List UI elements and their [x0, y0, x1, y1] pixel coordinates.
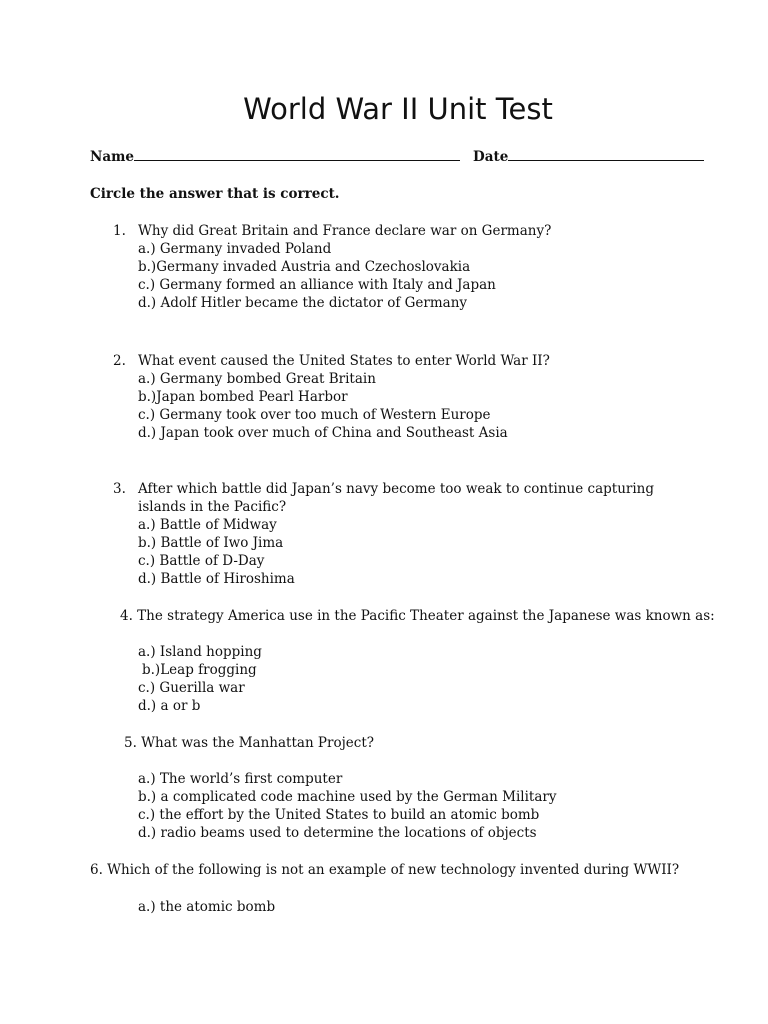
question-2-text: What event caused the United States to enter World War II? [138, 353, 550, 369]
question-4-text: 4. The strategy America use in the Pacific Theater against the Japanese was known as: [120, 608, 715, 624]
q3-option-c[interactable]: c.) Battle of D-Day [138, 553, 265, 569]
q5-option-c[interactable]: c.) the effort by the United States to build an atomic bomb [138, 807, 540, 823]
question-1-number: 1. [113, 223, 126, 239]
q4-option-a[interactable]: a.) Island hopping [138, 644, 262, 660]
question-3-text: After which battle did Japan’s navy become too weak to continue capturing islands in the Pacific? [138, 481, 655, 515]
question-2-number: 2. [113, 353, 126, 369]
q1-option-d[interactable]: d.) Adolf Hitler became the dictator of Germany [138, 295, 468, 311]
question-1-text: Why did Great Britain and France declare war on Germany? [138, 223, 552, 239]
question-5-text: 5. What was the Manhattan Project? [124, 735, 374, 751]
q5-option-a[interactable]: a.) The world’s first computer [138, 771, 343, 787]
q2-option-a[interactable]: a.) Germany bombed Great Britain [138, 371, 376, 387]
q3-option-a[interactable]: a.) Battle of Midway [138, 517, 277, 533]
q2-option-b[interactable]: b.)Japan bombed Pearl Harbor [138, 389, 348, 405]
q5-option-b[interactable]: b.) a complicated code machine used by the German Military [138, 789, 557, 805]
q1-option-a[interactable]: a.) Germany invaded Poland [138, 241, 332, 257]
date-blank[interactable] [508, 147, 704, 161]
q3-option-b[interactable]: b.) Battle of Iwo Jima [138, 535, 284, 551]
q4-option-b[interactable]: b.)Leap frogging [142, 662, 257, 678]
date-label: Date [473, 149, 509, 165]
q4-option-d[interactable]: d.) a or b [138, 698, 201, 714]
name-row [90, 147, 460, 166]
question-3-number: 3. [113, 481, 126, 497]
q6-option-a[interactable]: a.) the atomic bomb [138, 899, 276, 915]
date-row [473, 147, 704, 166]
name-blank[interactable] [134, 147, 460, 161]
q3-option-d[interactable]: d.) Battle of Hiroshima [138, 571, 295, 587]
q1-option-c[interactable]: c.) Germany formed an alliance with Italy and Japan [138, 277, 496, 293]
q2-option-c[interactable]: c.) Germany took over too much of Western Europe [138, 407, 491, 423]
instructions: Circle the answer that is correct. [90, 186, 340, 202]
q1-option-b[interactable]: b.)Germany invaded Austria and Czechoslovakia [138, 259, 471, 275]
q2-option-d[interactable]: d.) Japan took over much of China and Southeast Asia [138, 425, 508, 441]
name-label: Name [90, 149, 134, 165]
question-6-text: 6. Which of the following is not an example of new technology invented during WWII? [90, 862, 680, 878]
q5-option-d[interactable]: d.) radio beams used to determine the locations of objects [138, 825, 537, 841]
page-title: World War II Unit Test [243, 92, 553, 126]
q4-option-c[interactable]: c.) Guerilla war [138, 680, 245, 696]
